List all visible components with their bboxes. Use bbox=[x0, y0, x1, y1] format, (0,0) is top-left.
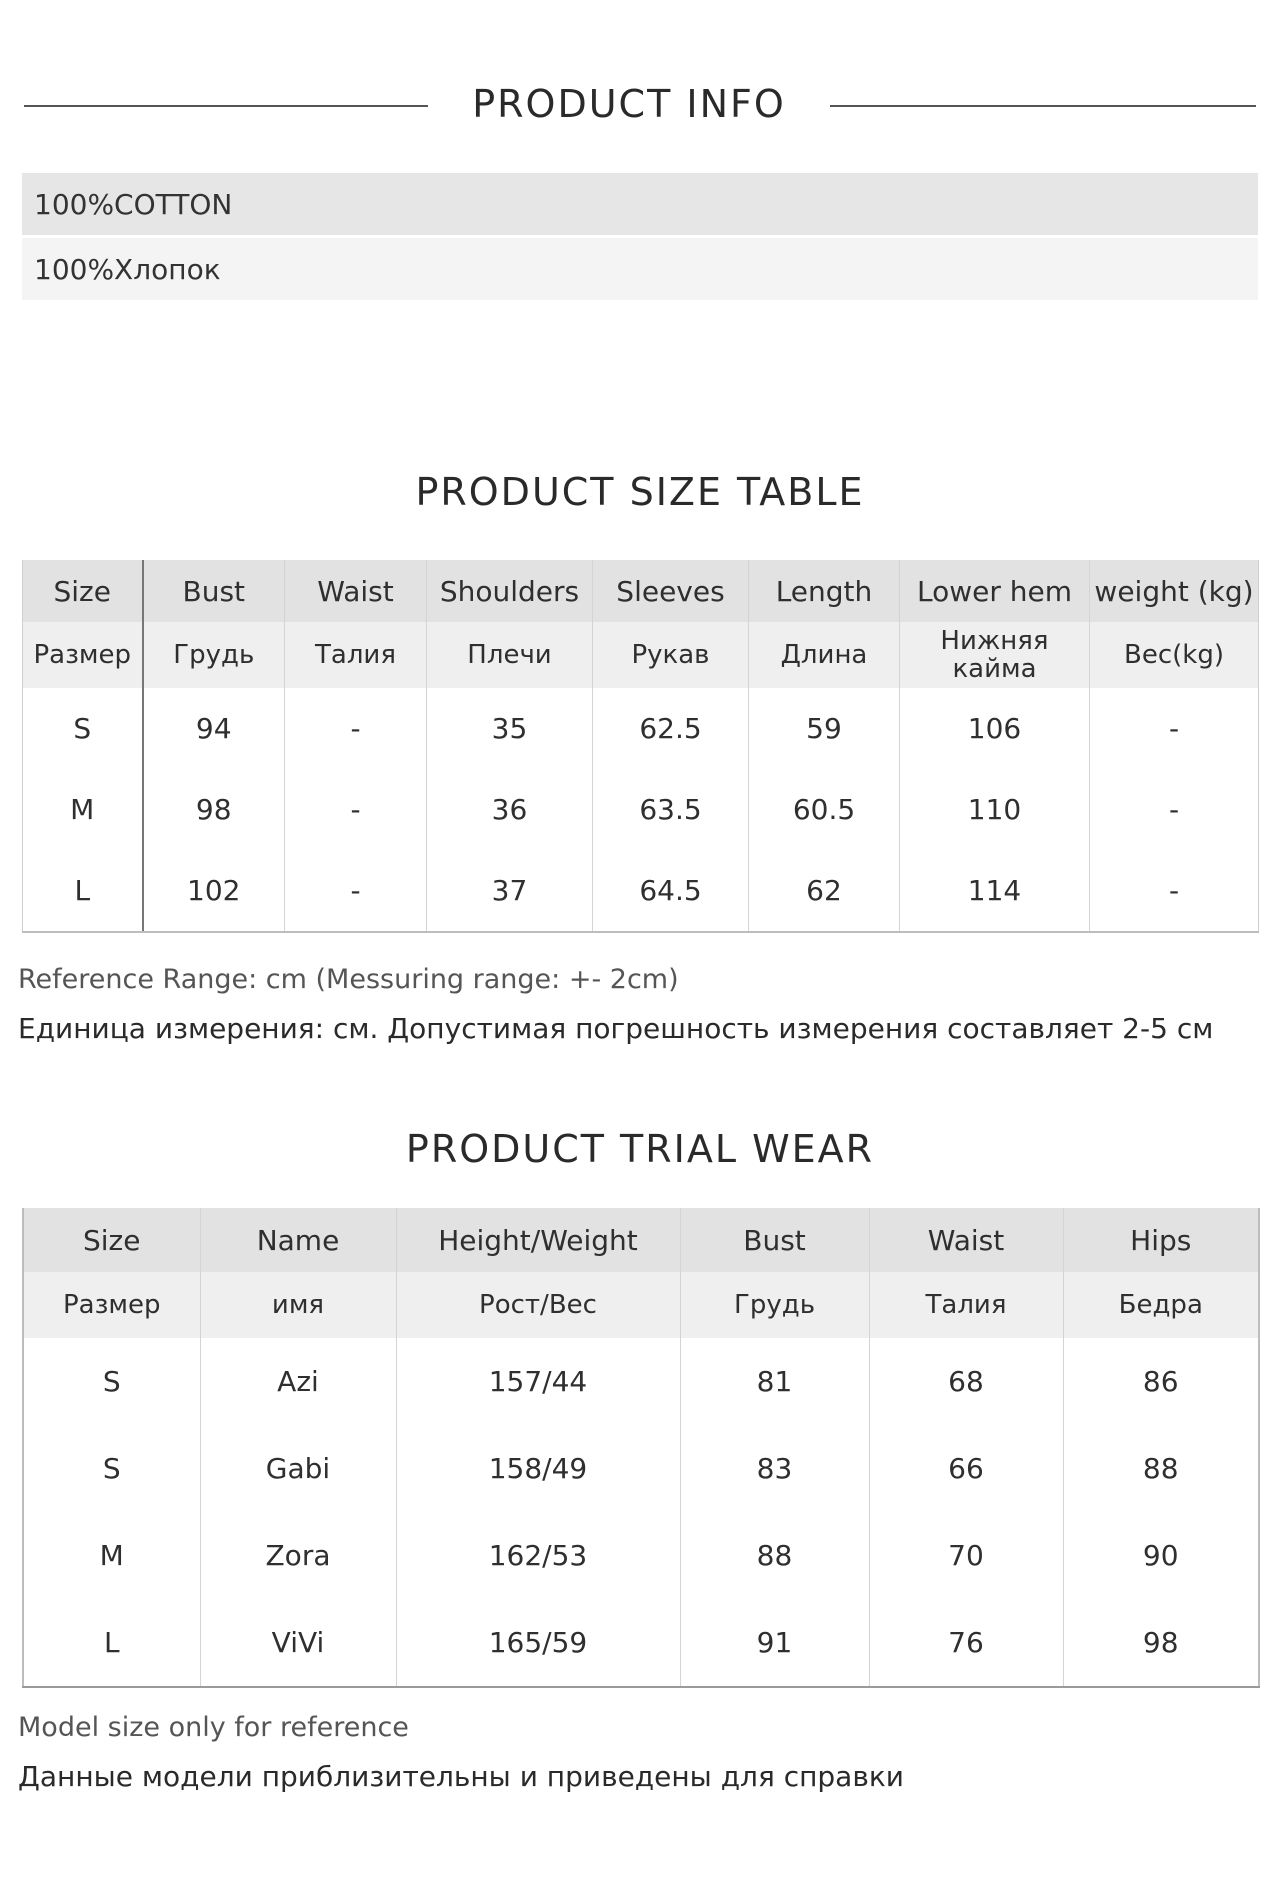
header-cell: Размер bbox=[23, 1272, 200, 1338]
header-cell: Waist bbox=[285, 560, 427, 622]
table-cell: S bbox=[23, 688, 143, 769]
header-cell: Sleeves bbox=[593, 560, 749, 622]
table-cell: 114 bbox=[900, 850, 1090, 932]
header-cell: Бедра bbox=[1063, 1272, 1259, 1338]
table-cell: 62.5 bbox=[593, 688, 749, 769]
table-row bbox=[23, 769, 1259, 850]
table-row bbox=[23, 688, 1259, 769]
table-cell: 106 bbox=[900, 688, 1090, 769]
header-cell: Shoulders bbox=[427, 560, 593, 622]
header-cell: Hips bbox=[1063, 1208, 1259, 1272]
table-cell: 64.5 bbox=[593, 850, 749, 932]
table-cell: 98 bbox=[143, 769, 285, 850]
header-cell: Вес(kg) bbox=[1090, 622, 1259, 688]
table-cell: 70 bbox=[869, 1512, 1063, 1599]
table-cell: 88 bbox=[680, 1512, 869, 1599]
table-cell: 91 bbox=[680, 1599, 869, 1687]
table-cell: 60.5 bbox=[749, 769, 900, 850]
table-cell: S bbox=[23, 1338, 200, 1425]
table-row bbox=[23, 1425, 1259, 1512]
table-row bbox=[23, 1599, 1259, 1687]
table-row bbox=[23, 850, 1259, 932]
table-cell: 59 bbox=[749, 688, 900, 769]
header-cell: Талия bbox=[869, 1272, 1063, 1338]
table-cell: M bbox=[23, 769, 143, 850]
table-row bbox=[23, 1512, 1259, 1599]
table-cell: M bbox=[23, 1512, 200, 1599]
header-cell: Талия bbox=[285, 622, 427, 688]
table-cell: 35 bbox=[427, 688, 593, 769]
table-cell: 90 bbox=[1063, 1512, 1259, 1599]
header-cell: имя bbox=[200, 1272, 396, 1338]
header-cell: Length bbox=[749, 560, 900, 622]
trial-wear-table bbox=[22, 1208, 1260, 1688]
header-cell: Рукав bbox=[593, 622, 749, 688]
header-cell: Размер bbox=[23, 622, 143, 688]
header-cell: Плечи bbox=[427, 622, 593, 688]
table-cell: 81 bbox=[680, 1338, 869, 1425]
table-cell: - bbox=[285, 850, 427, 932]
header-cell: Рост/Вес bbox=[396, 1272, 680, 1338]
header-cell: Waist bbox=[869, 1208, 1063, 1272]
size-table-title: PRODUCT SIZE TABLE bbox=[415, 470, 865, 514]
header-cell: Грудь bbox=[143, 622, 285, 688]
divider-left bbox=[24, 105, 428, 107]
trial-note-en: Model size only for reference bbox=[18, 1712, 409, 1743]
table-cell: 68 bbox=[869, 1338, 1063, 1425]
size-table bbox=[22, 560, 1259, 933]
table-cell: - bbox=[1090, 688, 1259, 769]
table-cell: 157/44 bbox=[396, 1338, 680, 1425]
header-cell: weight (kg) bbox=[1090, 560, 1259, 622]
table-cell: Azi bbox=[200, 1338, 396, 1425]
header-cell: Длина bbox=[749, 622, 900, 688]
header-cell: Bust bbox=[143, 560, 285, 622]
header-cell: Грудь bbox=[680, 1272, 869, 1338]
table-cell: 37 bbox=[427, 850, 593, 932]
table-cell: Zora bbox=[200, 1512, 396, 1599]
table-row bbox=[23, 1338, 1259, 1425]
header-cell: Нижняя кайма bbox=[900, 622, 1090, 688]
size-note-ru: Единица измерения: см. Допустимая погрешность измерения составляет 2-5 см bbox=[18, 1012, 1214, 1045]
trial-header-ru bbox=[23, 1272, 1259, 1338]
table-cell: 98 bbox=[1063, 1599, 1259, 1687]
table-cell: 102 bbox=[143, 850, 285, 932]
table-cell: 86 bbox=[1063, 1338, 1259, 1425]
header-cell: Bust bbox=[680, 1208, 869, 1272]
header-cell: Size bbox=[23, 1208, 200, 1272]
table-cell: 63.5 bbox=[593, 769, 749, 850]
table-cell: L bbox=[23, 1599, 200, 1687]
size-header-en bbox=[23, 560, 1259, 622]
table-cell: - bbox=[1090, 769, 1259, 850]
table-cell: 165/59 bbox=[396, 1599, 680, 1687]
table-cell: - bbox=[1090, 850, 1259, 932]
table-cell: Gabi bbox=[200, 1425, 396, 1512]
table-cell: 94 bbox=[143, 688, 285, 769]
header-cell: Lower hem bbox=[900, 560, 1090, 622]
table-cell: S bbox=[23, 1425, 200, 1512]
trial-header-en bbox=[23, 1208, 1259, 1272]
trial-table-title: PRODUCT TRIAL WEAR bbox=[405, 1127, 875, 1171]
product-info-title: PRODUCT INFO bbox=[472, 82, 786, 126]
table-cell: ViVi bbox=[200, 1599, 396, 1687]
divider-right bbox=[830, 105, 1256, 107]
table-cell: 88 bbox=[1063, 1425, 1259, 1512]
table-cell: 76 bbox=[869, 1599, 1063, 1687]
table-cell: 62 bbox=[749, 850, 900, 932]
table-cell: 110 bbox=[900, 769, 1090, 850]
table-cell: 158/49 bbox=[396, 1425, 680, 1512]
table-cell: - bbox=[285, 688, 427, 769]
size-note-en: Reference Range: cm (Messuring range: +- 2cm) bbox=[18, 964, 679, 995]
table-cell: 66 bbox=[869, 1425, 1063, 1512]
header-cell: Name bbox=[200, 1208, 396, 1272]
material-ru: 100%Хлопок bbox=[22, 238, 1258, 300]
size-header-ru bbox=[23, 622, 1259, 688]
table-cell: 83 bbox=[680, 1425, 869, 1512]
header-cell: Height/Weight bbox=[396, 1208, 680, 1272]
table-cell: - bbox=[285, 769, 427, 850]
table-cell: 36 bbox=[427, 769, 593, 850]
material-en: 100%COTTON bbox=[22, 173, 1258, 235]
trial-note-ru: Данные модели приблизительны и приведены для справки bbox=[18, 1760, 904, 1793]
table-cell: L bbox=[23, 850, 143, 932]
table-cell: 162/53 bbox=[396, 1512, 680, 1599]
header-cell: Size bbox=[23, 560, 143, 622]
product-info-header bbox=[24, 72, 1256, 142]
